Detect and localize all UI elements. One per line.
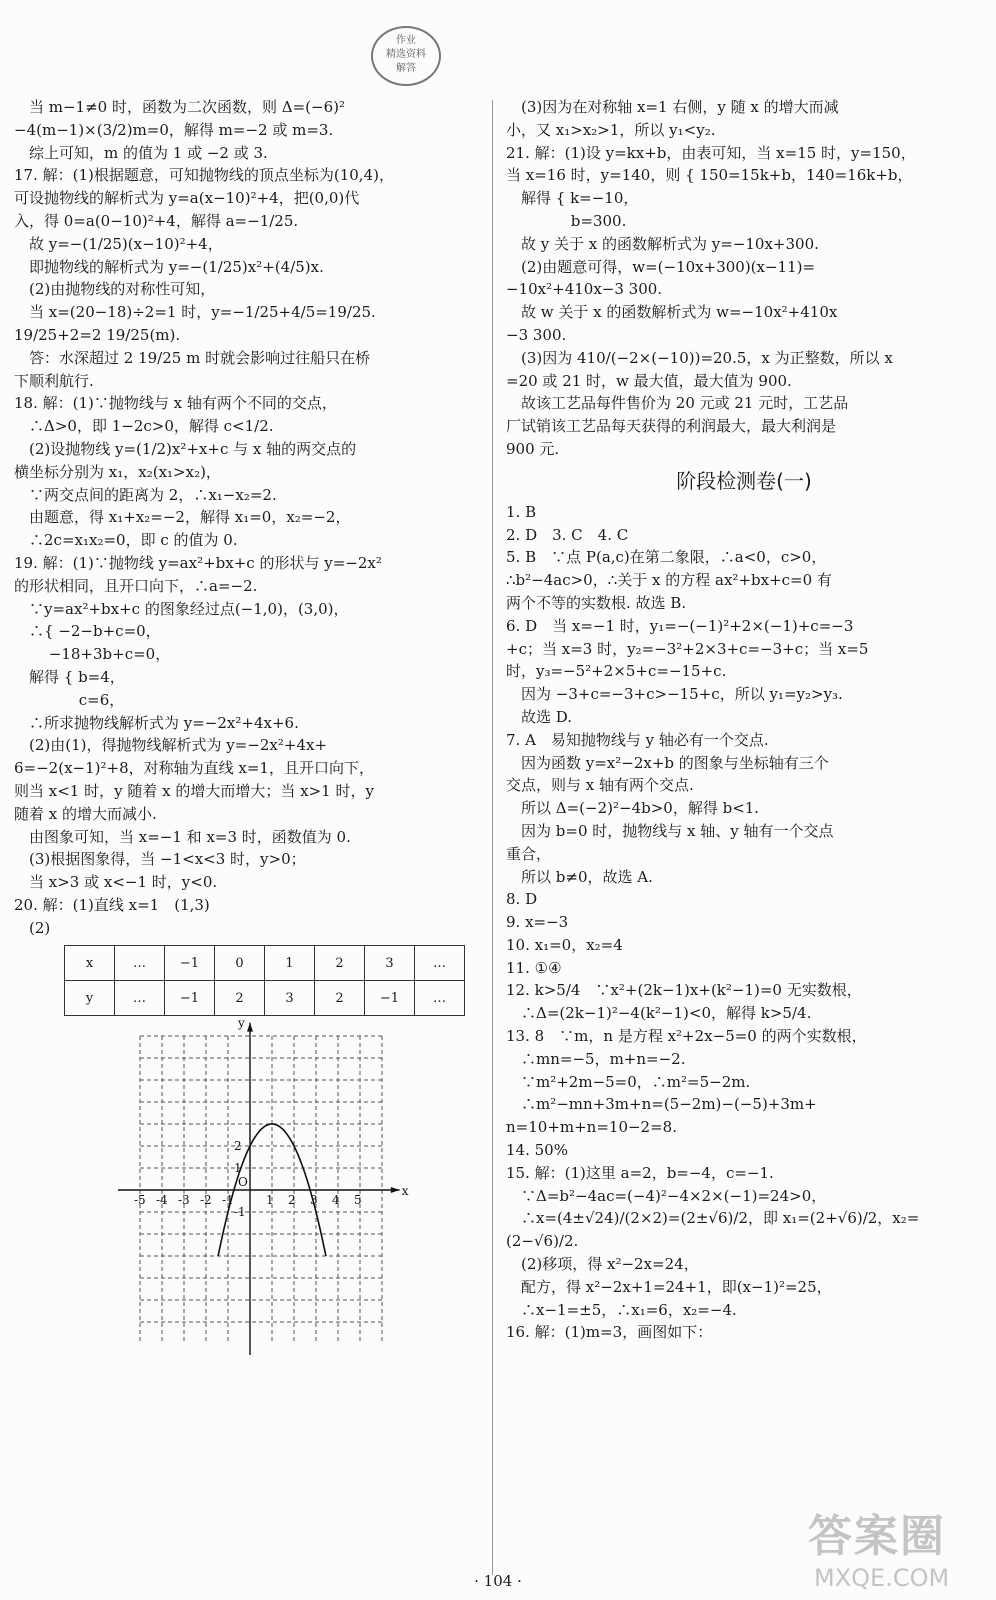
text-line: (3)根据图象得，当 −1<x<3 时，y>0； [14, 850, 306, 869]
text-line: 解得 { b=4， [14, 667, 125, 686]
x-tick-label: 1 [266, 1193, 274, 1208]
text-line: 19. 解：(1)∵抛物线 y=ax²+bx+c 的形状与 y=−2x² [14, 553, 382, 572]
text-line: 21. 解：(1)设 y=kx+b，由表可知，当 x=15 时，y=150， [506, 143, 916, 162]
table-cell: … [415, 981, 465, 1016]
watermark-logo [808, 1500, 949, 1592]
text-line: 5. B ∵点 P(a,c)在第二象限，∴a<0，c>0， [506, 548, 827, 567]
text-line: 综上可知，m 的值为 1 或 −2 或 3. [14, 143, 268, 162]
text-line: 12. k>5/4 ∵x²+(2k−1)x+(k²−1)=0 无实数根， [506, 981, 862, 1000]
text-line: ∴mn=−5，m+n=−2. [506, 1049, 686, 1068]
text-line: 答：水深超过 2 19/25 m 时就会影响过往船只在桥 [14, 348, 371, 367]
text-line: ∵y=ax²+bx+c 的图象经过点(−1,0)，(3,0)， [14, 599, 349, 618]
text-line: −4(m−1)×(3/2)m=0，解得 m=−2 或 m=3. [14, 120, 334, 139]
text-line: ∵两交点间的距离为 2，∴x₁−x₂=2. [14, 485, 277, 504]
text-line: 解得 { k=−10， [506, 189, 639, 208]
y-tick-label: 2 [234, 1139, 242, 1154]
value-table [64, 945, 465, 1016]
text-line: −18+3b+c=0， [14, 645, 171, 664]
table-cell: 2 [315, 981, 365, 1016]
text-line: 6=−2(x−1)²+8，对称轴为直线 x=1，且开口向下， [14, 759, 374, 778]
text-line: 入，得 0=a(0−10)²+4，解得 a=−1/25. [14, 211, 299, 230]
table-cell: x [65, 946, 115, 981]
right-text-block-b [506, 501, 982, 1344]
text-line: n=10+m+n=10−2=8. [506, 1118, 677, 1137]
text-line: 16. 解：(1)m=3，画图如下： [506, 1323, 713, 1342]
text-line: 重合， [506, 844, 552, 863]
text-line: 13. 8 ∵m，n 是方程 x²+2x−5=0 的两个实数根， [506, 1027, 867, 1046]
text-line: (2) [14, 918, 51, 937]
text-line: 故 y 关于 x 的函数解析式为 y=−10x+300. [506, 234, 819, 253]
text-line: ∴b²−4ac>0，∴关于 x 的方程 ax²+bx+c=0 有 [506, 571, 832, 590]
x-tick-label: -1 [222, 1193, 234, 1208]
text-line: 可设抛物线的解析式为 y=a(x−10)²+4，把(0,0)代 [14, 189, 360, 208]
text-line: (2−√6)/2. [506, 1232, 579, 1251]
text-line: 因为 b=0 时，抛物线与 x 轴、y 轴有一个交点 [506, 821, 834, 840]
column-divider [492, 100, 493, 1575]
text-line: 故 y=−(1/25)(x−10)²+4， [14, 234, 223, 253]
text-line: 配方，得 x²−2x+1=24+1，即(x−1)²=25， [506, 1277, 832, 1296]
text-line: 11. ①④ [506, 958, 562, 977]
text-line: 18. 解：(1)∵抛物线与 x 轴有两个不同的交点， [14, 394, 337, 413]
x-tick-label: 5 [354, 1193, 362, 1208]
text-line: 故选 D. [506, 707, 573, 726]
right-text-block-a [506, 96, 982, 461]
text-line: (2)设抛物线 y=(1/2)x²+x+c 与 x 轴的两交点的 [14, 439, 357, 458]
x-arrow [391, 1187, 400, 1193]
x-tick-label: -2 [200, 1193, 212, 1208]
text-line: 6. D 当 x=−1 时，y₁=−(−1)²+2×(−1)+c=−3 [506, 616, 854, 635]
text-line: c=6， [14, 690, 125, 709]
watermark-main: 答案圈 [808, 1511, 946, 1562]
text-line: ∴{ −2−b+c=0， [14, 622, 161, 641]
text-line: 下顺利航行. [14, 371, 94, 390]
y-tick-label: 1 [234, 1161, 242, 1176]
watermark-sub: MXQE.COM [814, 1564, 950, 1592]
table-cell: −1 [365, 981, 415, 1016]
text-line: 2. D 3. C 4. C [506, 525, 629, 544]
text-line: 当 x>3 或 x<−1 时，y<0. [14, 873, 218, 892]
table-row [65, 981, 465, 1016]
x-tick-label: 2 [288, 1193, 296, 1208]
text-line: −10x²+410x−3 300. [506, 280, 663, 299]
text-line: ∴所求抛物线解析式为 y=−2x²+4x+6. [14, 713, 299, 732]
text-line: 横坐标分别为 x₁，x₂(x₁>x₂)， [14, 462, 221, 481]
table-cell: y [65, 981, 115, 1016]
text-line: 所以 b≠0，故选 A. [506, 867, 653, 886]
text-line: −3 300. [506, 325, 567, 344]
text-line: 故该工艺品每件售价为 20 元或 21 元时，工艺品 [506, 394, 849, 413]
table-cell: … [115, 946, 165, 981]
table-cell: 1 [265, 946, 315, 981]
table-cell: … [115, 981, 165, 1016]
text-line: 20. 解：(1)直线 x=1 (1,3) [14, 895, 210, 914]
x-tick-label: -4 [156, 1193, 168, 1208]
table-row [65, 946, 465, 981]
stamp-logo [371, 26, 441, 86]
table-cell: … [415, 946, 465, 981]
table-cell: 0 [215, 946, 265, 981]
text-line: (2)由抛物线的对称性可知， [14, 280, 216, 299]
y-axis-label: y [238, 1016, 245, 1031]
text-line: ∴m²−mn+3m+n=(5−2m)−(−5)+3m+ [506, 1095, 817, 1114]
text-line: 小，又 x₁>x₂>1，所以 y₁<y₂. [506, 120, 716, 139]
text-line: (3)因为在对称轴 x=1 右侧，y 随 x 的增大而减 [506, 98, 839, 116]
text-line: 当 m−1≠0 时，函数为二次函数，则 Δ=(−6)² [14, 98, 345, 116]
text-line: 因为 −3+c=−3+c>−15+c，所以 y₁=y₂>y₃. [506, 685, 843, 704]
x-tick-label: -3 [178, 1193, 190, 1208]
table-cell: −1 [165, 946, 215, 981]
text-line: ∴x−1=±5，∴x₁=6，x₂=−4. [506, 1300, 737, 1319]
table-cell: 2 [315, 946, 365, 981]
origin-label: O [238, 1175, 248, 1190]
text-line: 由图象可知，当 x=−1 和 x=3 时，函数值为 0. [14, 827, 351, 846]
text-line: 当 x=16 时，y=140，则 { 150=15k+b，140=16k+b， [506, 166, 913, 185]
table-cell: −1 [165, 981, 215, 1016]
text-line: 时，y₃=−5²+2×5+c=−15+c. [506, 662, 727, 681]
text-line: 即抛物线的解析式为 y=−(1/25)x²+(4/5)x. [14, 257, 324, 276]
text-line: 交点，则与 x 轴有两个交点. [506, 776, 694, 795]
x-axis-label: x [401, 1184, 409, 1199]
text-line: 19/25+2=2 19/25(m). [14, 325, 181, 344]
text-line: =20 或 21 时，w 最大值，最大值为 900. [506, 371, 792, 390]
table-cell: 3 [265, 981, 315, 1016]
text-line: ∴Δ>0，即 1−2c>0，解得 c<1/2. [14, 417, 274, 436]
text-line: ∵Δ=b²−4ac=(−4)²−4×2×(−1)=24>0， [506, 1186, 827, 1205]
left-text-block [14, 96, 480, 939]
table-cell: 2 [215, 981, 265, 1016]
text-line: ∴2c=x₁x₂=0，即 c 的值为 0. [14, 531, 238, 550]
text-line: 7. A 易知抛物线与 y 轴必有一个交点. [506, 730, 769, 749]
text-line: ∴Δ=(2k−1)²−4(k²−1)<0，解得 k>5/4. [506, 1004, 812, 1023]
text-line: 14. 50% [506, 1141, 568, 1160]
stamp-line: 精选资料 [386, 49, 426, 60]
text-line: 900 元. [506, 439, 560, 458]
stamp-line: 解答 [396, 63, 416, 74]
y-arrow [247, 1023, 253, 1032]
text-line: 当 x=(20−18)÷2=1 时，y=−1/25+4/5=19/25. [14, 303, 376, 322]
text-line: 所以 Δ=(−2)²−4b>0，解得 b<1. [506, 799, 760, 818]
stamp-line: 作业 [396, 35, 416, 46]
text-line: 15. 解：(1)这里 a=2，b=−4，c=−1. [506, 1163, 774, 1182]
text-line: 两个不等的实数根. 故选 B. [506, 593, 687, 612]
x-tick-label: 3 [310, 1193, 318, 1208]
text-line: 则当 x<1 时，y 随着 x 的增大而增大；当 x>1 时，y [14, 781, 374, 800]
right-column [506, 96, 982, 1344]
text-line: 由题意，得 x₁+x₂=−2，解得 x₁=0，x₂=−2， [14, 508, 351, 527]
text-line: b=300. [506, 211, 627, 230]
text-line: ∵m²+2m−5=0，∴m²=5−2m. [506, 1072, 751, 1091]
text-line: 因为函数 y=x²−2x+b 的图象与坐标轴有三个 [506, 753, 829, 772]
x-tick-label: 4 [332, 1193, 340, 1208]
y-tick-label: -1 [234, 1205, 246, 1220]
section-title: 阶段检测卷(一) [676, 468, 812, 493]
text-line: 的形状相同，且开口向下，∴a=−2. [14, 576, 258, 595]
text-line: 厂试销该工艺品每天获得的利润最大，最大利润是 [506, 417, 837, 436]
text-line: (3)因为 410/(−2×(−10))=20.5，x 为正整数，所以 x [506, 348, 893, 367]
text-line: 随着 x 的增大而减小. [14, 804, 157, 823]
text-line: ∴x=(4±√24)/(2×2)=(2±√6)/2，即 x₁=(2+√6)/2，x₂= [506, 1209, 920, 1228]
page-number: · 104 · [474, 1572, 522, 1590]
text-line: 1. B [506, 502, 537, 521]
text-line: 故 w 关于 x 的函数解析式为 w=−10x²+410x [506, 303, 838, 322]
text-line: +c；当 x=3 时，y₂=−3²+2×3+c=−3+c；当 x=5 [506, 639, 869, 658]
left-column [14, 96, 480, 1354]
text-line: (2)由题意可得，w=(−10x+300)(x−11)= [506, 257, 816, 276]
text-line: (2)移项，得 x²−2x=24， [506, 1255, 699, 1274]
text-line: 17. 解：(1)根据题意，可知抛物线的顶点坐标为(10,4)， [14, 166, 394, 185]
x-tick-label: -5 [134, 1193, 146, 1208]
text-line: 9. x=−3 [506, 913, 569, 932]
text-line: 8. D [506, 890, 538, 909]
parabola-graph [120, 1016, 409, 1350]
table-cell: 3 [365, 946, 415, 981]
text-line: (2)由(1)，得抛物线解析式为 y=−2x²+4x+ [14, 736, 328, 755]
text-line: 10. x₁=0，x₂=4 [506, 935, 623, 954]
